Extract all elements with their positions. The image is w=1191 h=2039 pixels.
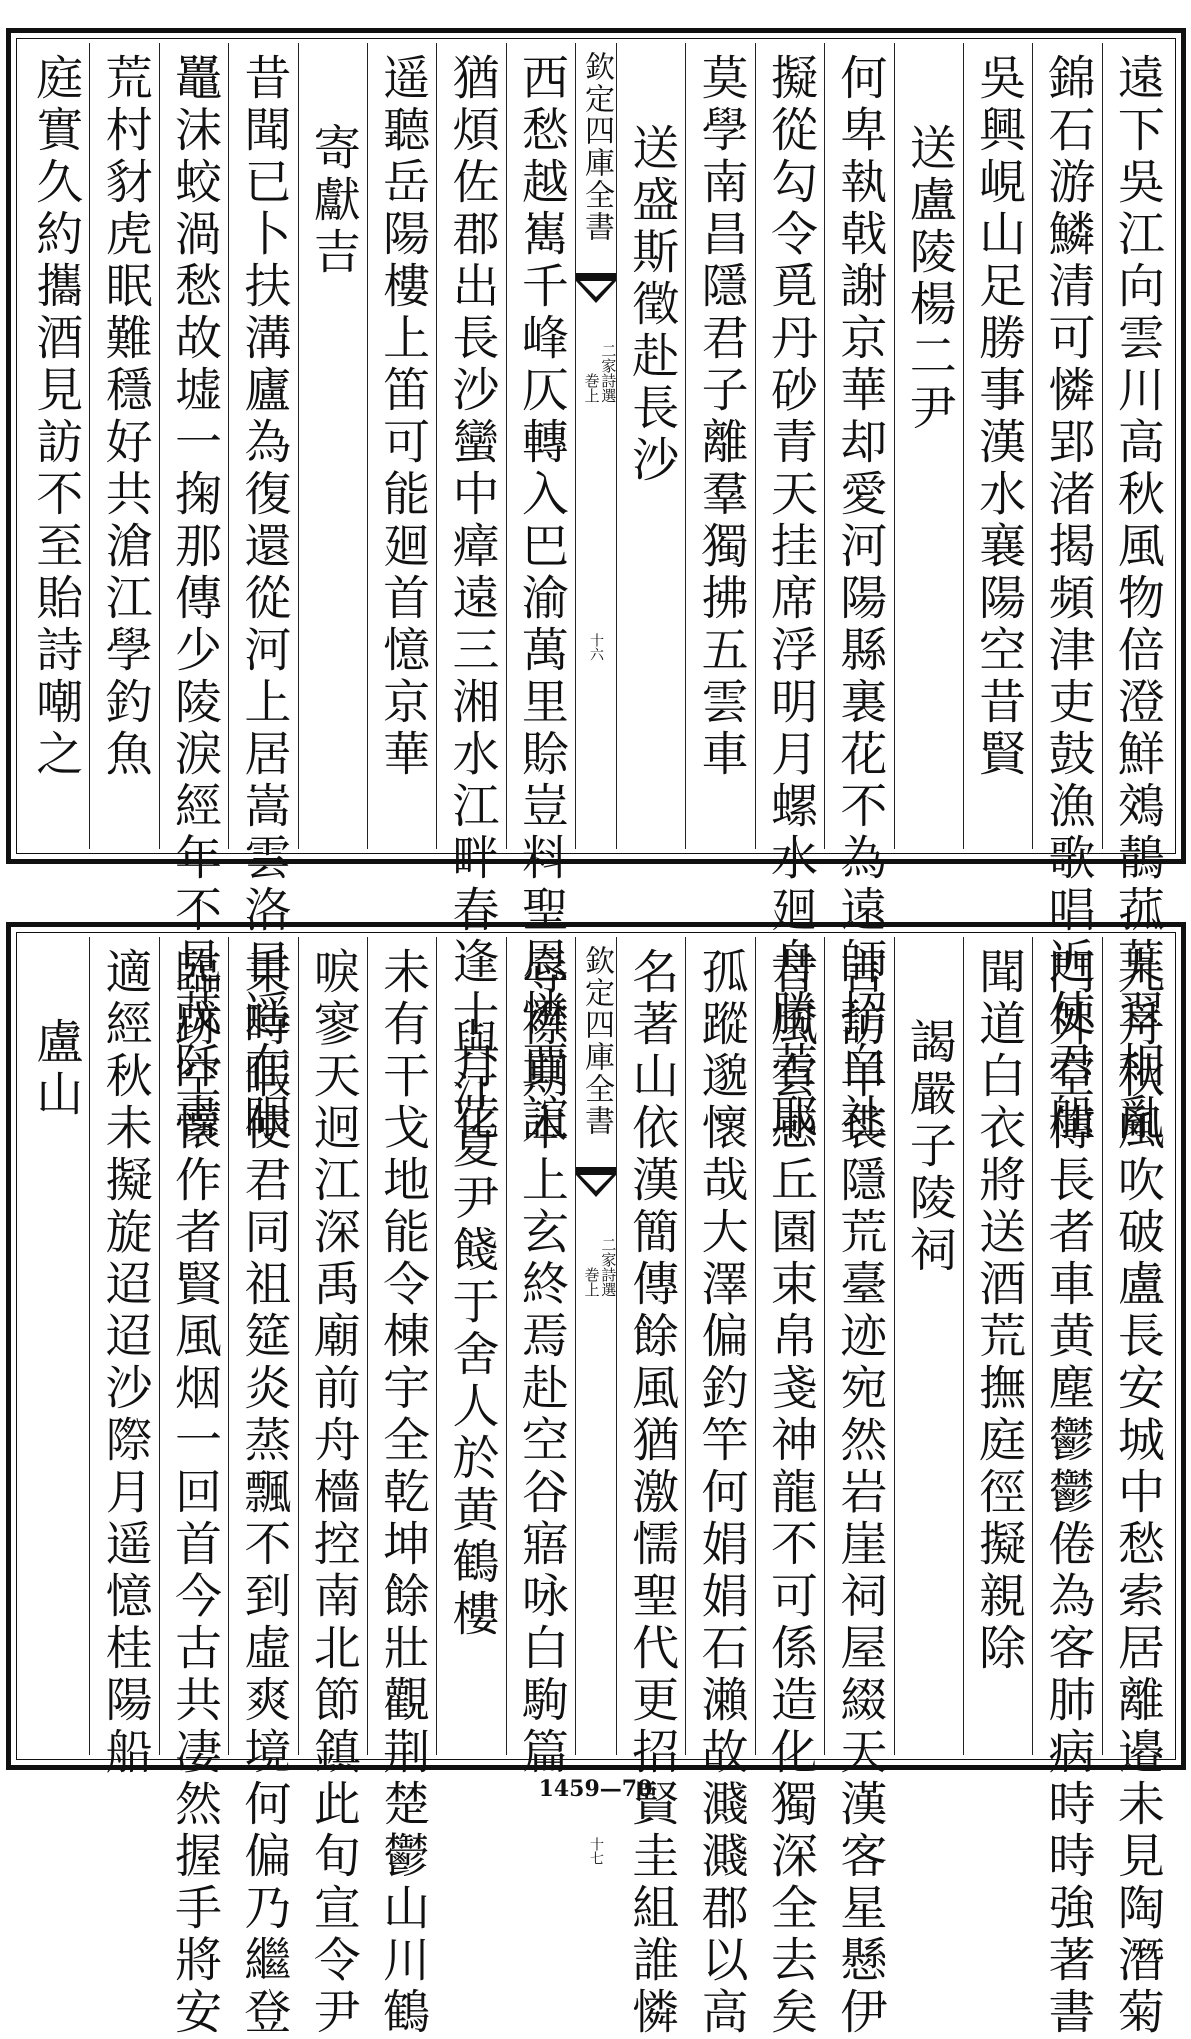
poem-title-column — [21, 937, 89, 1755]
center-fold-box — [576, 937, 618, 1865]
book-title: 欽定四庫全書 — [579, 51, 614, 243]
text-column — [963, 937, 1032, 1755]
poem-title: 盧山 — [28, 1017, 84, 1121]
text-column — [506, 43, 575, 1145]
verse-line: 臨跡空懷作者賢風烟一回首今古共凄然握手將安 — [166, 947, 222, 2039]
text-column — [1102, 937, 1171, 2039]
fishtail-mark-icon — [576, 273, 616, 309]
verse-line: 猶煩佐郡出長沙蠻中瘴遠三湘水江畔春逢十月花 — [444, 53, 500, 1145]
folio-number: 十六 — [588, 633, 604, 661]
verse-line: 孤蹤邈懷哉大澤偏釣竿何娟娟石瀨故濺濺郡以高 — [693, 947, 749, 2039]
text-column — [228, 937, 297, 2039]
verse-line: 莫學南昌隱君子離羣獨拂五雲車 — [693, 53, 749, 781]
text-column — [755, 43, 824, 1145]
text-column — [824, 43, 893, 1145]
text-column — [506, 937, 575, 1779]
verse-line: 擬從勾令覓丹砂青天挂席浮明月螺水廻舟勝若耶 — [762, 53, 818, 1145]
text-column — [824, 937, 893, 2039]
text-column — [89, 43, 158, 849]
text-column — [685, 937, 754, 2039]
verse-line: 聞道白衣將送酒荒撫庭徑擬親除 — [971, 947, 1027, 1675]
volume-label: 巻上 — [582, 373, 601, 403]
poem-title: 送盛斯徵赴長沙 — [624, 123, 680, 487]
text-column — [367, 43, 436, 849]
verse-line: 遥聽岳陽樓上笛可能廻首憶京華 — [375, 53, 431, 781]
center-fold — [575, 937, 618, 1865]
verse-line: 錦石游鱗清可憐郢渚揭頻津吏鼓漁歌唱近使君船 — [1040, 53, 1096, 1145]
text-column — [1032, 43, 1101, 1145]
verse-line: 適經秋未擬旋迢迢沙際月遥憶桂陽船 — [97, 947, 153, 1779]
verse-line: 何卑執戟謝京華却愛河陽縣裏花不為遠師招白社 — [832, 53, 888, 1145]
verse-line: 名著山依漢簡傳餘風猶激懦聖代更招賢圭組誰憐 — [624, 947, 680, 2039]
poem-title-column — [436, 937, 505, 1755]
verse-line: 昔風雲感丘園束帛戔神龍不可係造化獨深全去矣 — [762, 947, 818, 2039]
text-column — [1032, 937, 1101, 2039]
center-fold-box — [576, 43, 616, 849]
verse-line: 鼉沫蛟渦愁故墟一掬那傳少陵淚經年不見茂阡書 — [166, 53, 222, 1145]
verse-line: 門外空傳長者車黄塵鬱鬱倦為客肺病時時強著書 — [1040, 947, 1096, 2039]
work-title: 二家詩選 — [599, 343, 618, 403]
text-column — [159, 43, 228, 1145]
folio-number: 十七 — [588, 1837, 604, 1865]
text-column — [755, 937, 824, 2039]
verse-line: 未有干戈地能令棟宇全乾坤餘壯觀荆楚鬱山川鶴 — [375, 947, 431, 2039]
verse-line: 秉時暇使君同祖筵炎蒸飄不到虛爽境何偏乃繼登 — [236, 947, 292, 2039]
text-column — [21, 43, 89, 849]
verse-line: 吳興峴山足勝事漢水襄陽空昔賢 — [971, 53, 1027, 781]
verse-line: 辱襟期本上玄終焉赴空谷寤咏白駒篇 — [513, 947, 569, 1779]
work-title: 二家詩選 — [599, 1237, 618, 1297]
fishtail-mark-icon — [576, 1167, 616, 1203]
poem-title: 與江夏尹餞于舍人於黄鶴樓 — [444, 1017, 500, 1641]
text-column — [159, 937, 228, 2039]
poem-title: 謁嚴子陵祠 — [901, 1017, 957, 1277]
poem-title-column — [894, 43, 963, 849]
book-title: 欽定四庫全書 — [579, 945, 614, 1137]
verse-line: 唳寥天迥江深禹廟前舟檣控南北節鎮此旬宣令尹 — [305, 947, 361, 2039]
text-column — [367, 937, 436, 2039]
verse-line: 昔聞已卜扶溝廬為復還從河上居嵩雲洛日遥在眼 — [236, 53, 292, 1145]
verse-line: 荒村豺虎眠難穩好共滄江學釣魚 — [97, 53, 153, 781]
verse-line: 遠下吳江向雲川高秋風物倍澄鮮鵁鶄菰葉翠相亂 — [1109, 53, 1165, 1145]
center-fold — [575, 43, 616, 849]
poem-title: 寄獻吉 — [305, 123, 361, 279]
poem-title-column — [616, 43, 685, 849]
verse-line: 西愁越嶲千峰仄轉入巴渝萬里賒豈料聖恩憐賈誼 — [513, 53, 569, 1145]
page-footer-number: 1459—70 — [538, 1776, 653, 1802]
poem-title-column — [298, 43, 367, 849]
verse-line: 言訪羊裘隱荒臺迹宛然岩崖祠屋綴天漢客星懸伊 — [832, 947, 888, 2039]
text-column — [436, 43, 505, 1145]
verse-line: 庭實久約攜酒見訪不至貽詩嘲之 — [28, 53, 84, 781]
text-column — [1102, 43, 1171, 1145]
text-column — [228, 43, 297, 1145]
poem-title-column — [894, 937, 963, 1755]
verse-line: 九月秋風吹破盧長安城中愁索居離邉未見陶潛菊 — [1109, 947, 1165, 2039]
poem-title: 送盧陵楊二尹 — [901, 123, 957, 435]
text-column — [963, 43, 1032, 849]
text-column — [616, 937, 685, 2039]
volume-label: 巻上 — [582, 1267, 601, 1297]
text-column — [685, 43, 754, 849]
text-column — [298, 937, 367, 2039]
text-column — [89, 937, 158, 1779]
